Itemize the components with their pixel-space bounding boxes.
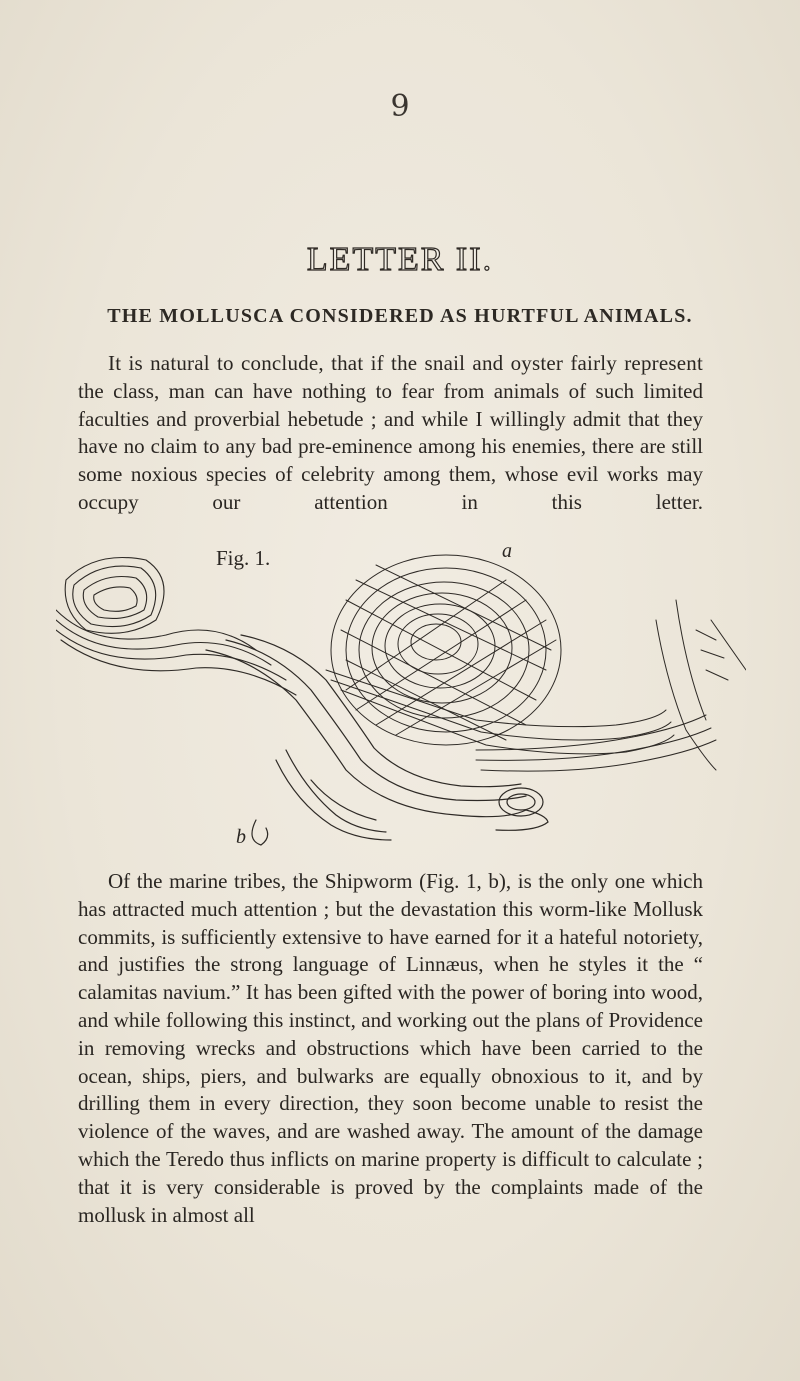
shipworm-tube bbox=[206, 635, 548, 845]
shipworm-figure bbox=[56, 540, 746, 855]
chapter-subtitle: THE MOLLUSCA CONSIDERED AS HURTFUL ANIMALS. bbox=[107, 305, 693, 327]
wood-fragment-left bbox=[56, 558, 296, 696]
figure-label: Fig. 1. bbox=[216, 546, 271, 570]
paragraph-intro bbox=[78, 350, 703, 517]
shipworm-engraving bbox=[56, 540, 746, 855]
paragraph-shipworm-text: Of the marine tribes, the Shipworm (Fig. 1, b), is the only one which has attracted much attention ; but the devastation this worm-like Mollusk commits, is sufficiently extensive to have earned for it a hateful notoriety, and justifies the strong language of Linnæus, when he styles it the “ calamitas navium.” It has been gifted with the power of boring into wood, and while following this instinct, and working out the plans of Providence in removing wrecks and obstructions which have been carried to the ocean, ships, piers, and bulwarks are equally obnoxious to it, and by drilling them in every direction, they soon become unable to resist the violence of the waves, and are washed away. The amount of the damage which the Teredo thus inflicts on marine property is difficult to calculate ; that it is very considerable is proved by the complaints made of the mollusk in almost all bbox=[78, 869, 703, 1227]
chapter-title: LETTER II. bbox=[306, 241, 494, 278]
page-number: 9 bbox=[390, 89, 410, 124]
paragraph-intro-text: It is natural to conclude, that if the snail and oyster fairly represent the class, man can have nothing to fear from animals of such limited faculties and proverbial hebetude ; and while I willingly admit that they have no claim to any bad pre-eminence among his enemies, there are still some noxious species of celebrity among them, whose evil works may occupy our attention in this letter. bbox=[78, 351, 703, 514]
figure-letter-a: a bbox=[502, 540, 512, 562]
figure-letter-b: b bbox=[236, 826, 246, 848]
shell-cluster-a bbox=[326, 555, 674, 754]
paragraph-shipworm bbox=[78, 868, 703, 1229]
